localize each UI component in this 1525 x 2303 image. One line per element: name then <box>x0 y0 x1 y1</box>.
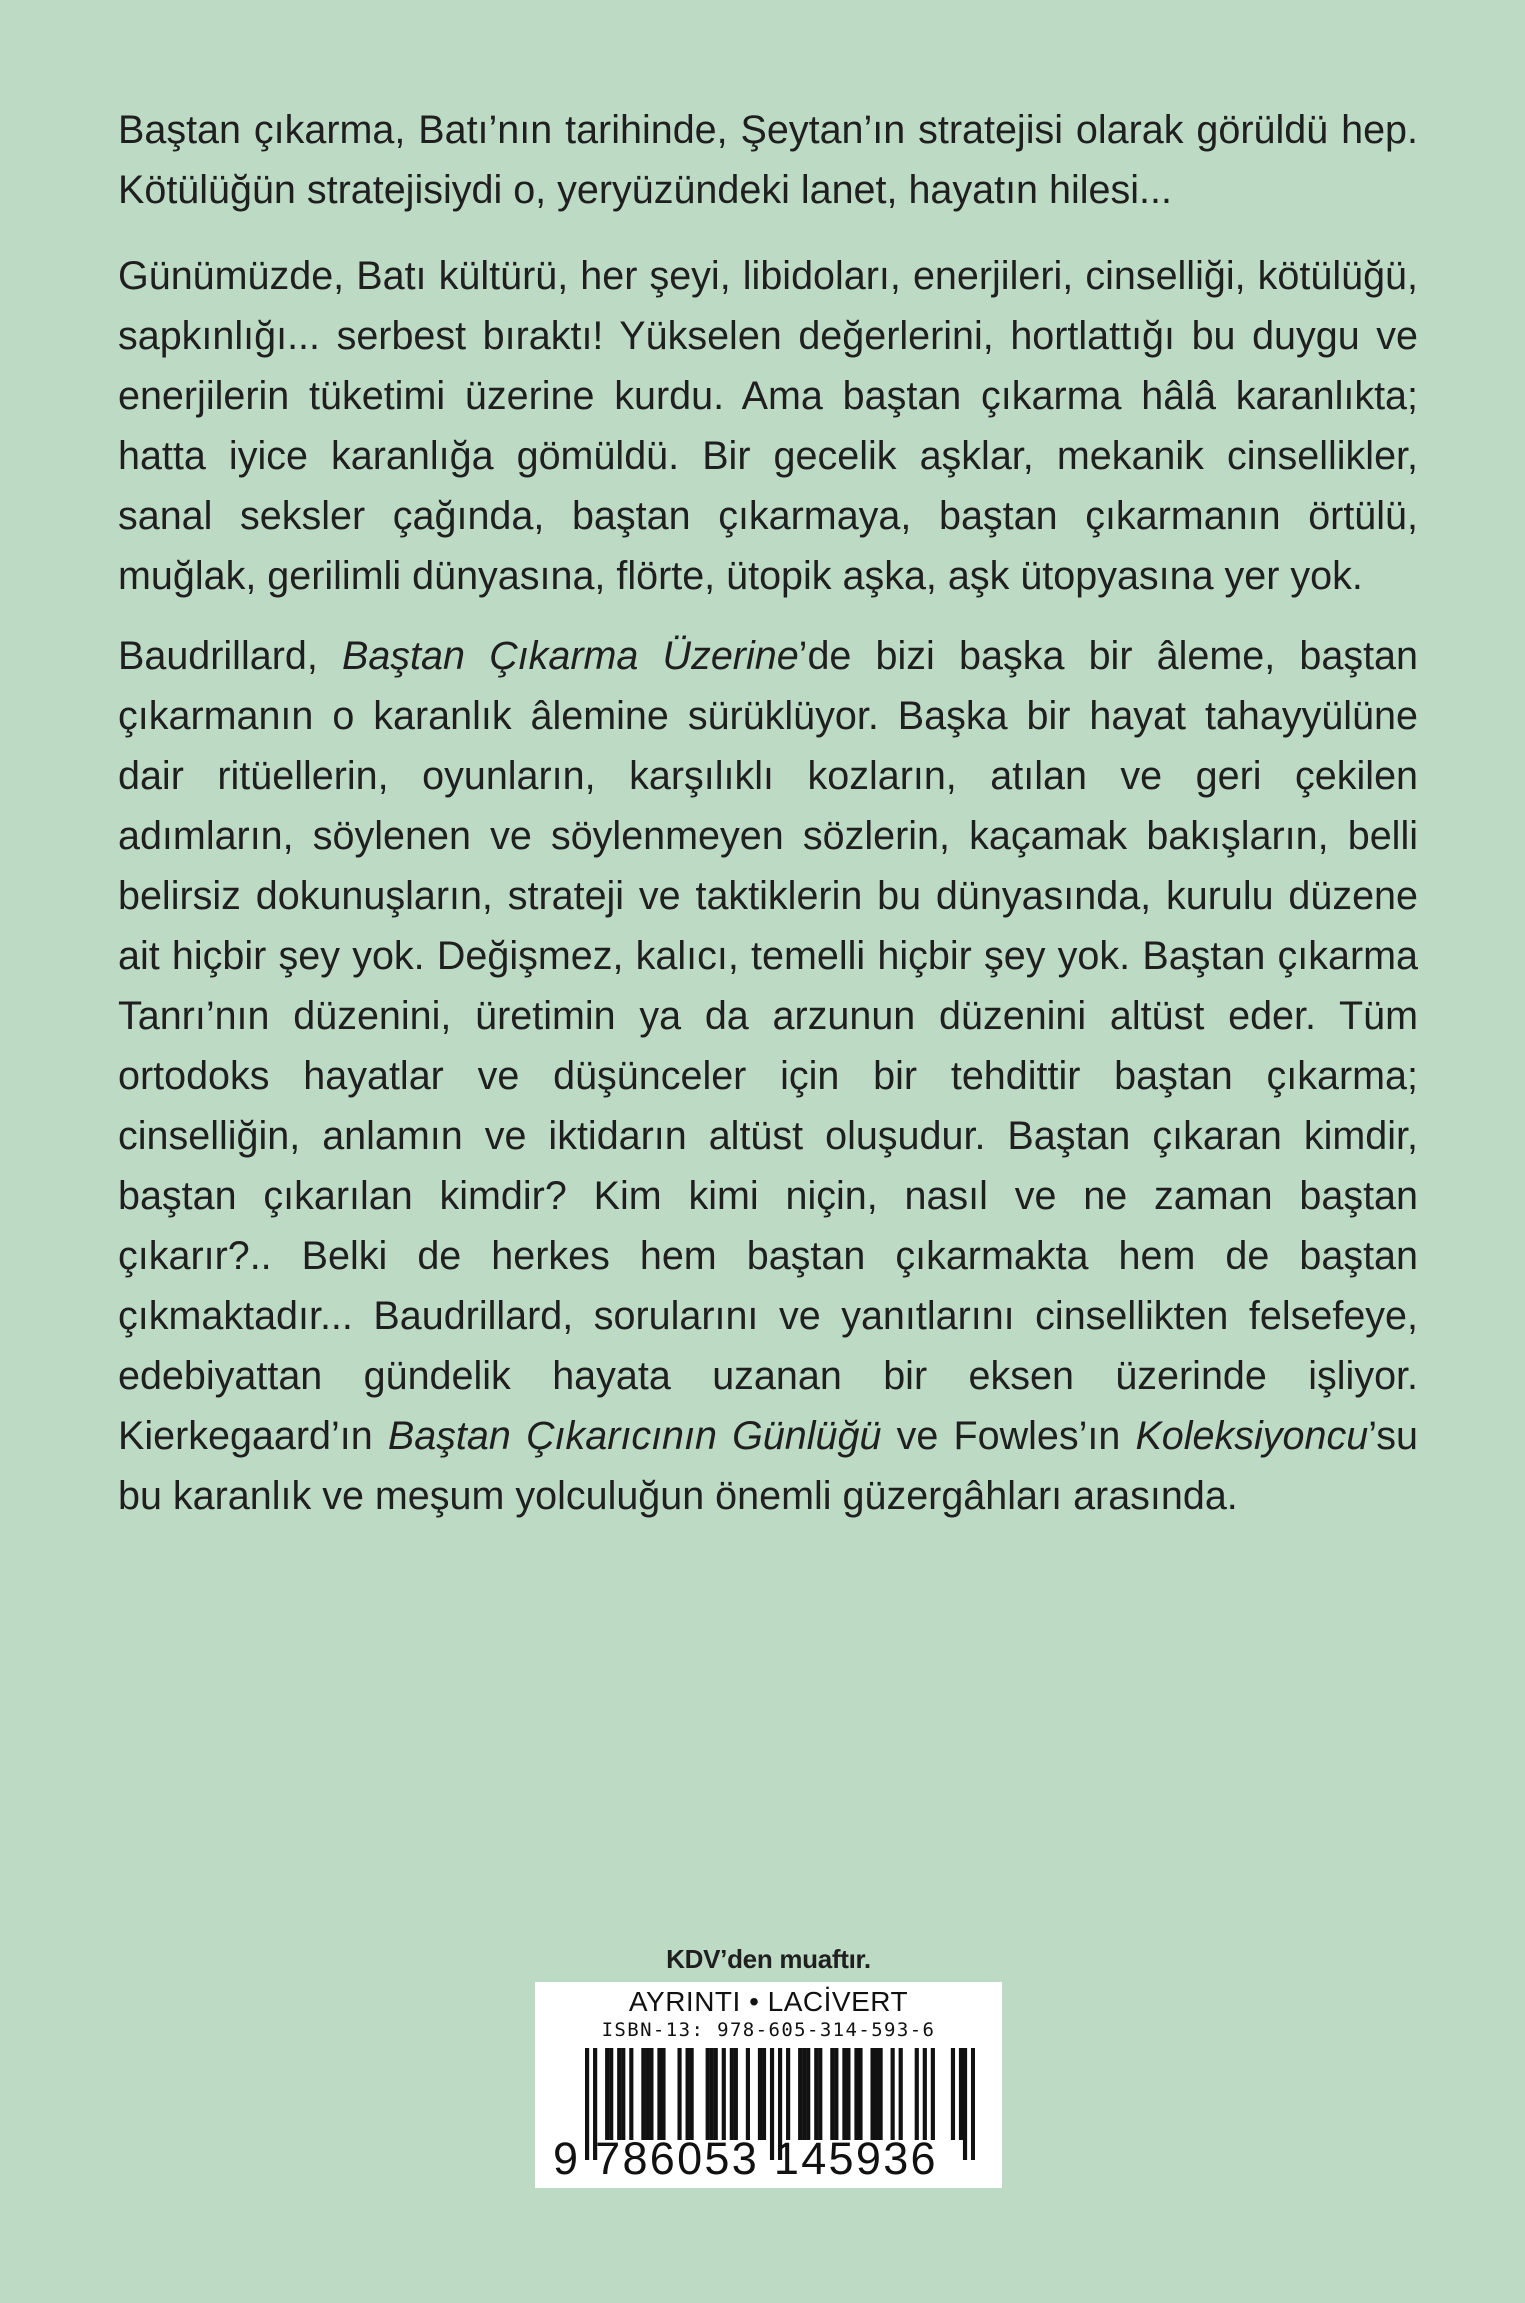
isbn-barcode-label <box>535 1982 1002 2188</box>
book-title-koleksiyoncu: Koleksiyoncu <box>1135 1414 1369 1458</box>
book-title-bastan-cikarma-uzerine: Baştan Çıkarma Üzerine <box>341 634 799 678</box>
barcode-digits: 9 786053 145936 <box>553 2133 938 2184</box>
vat-exempt-note: KDV’den muaftır. <box>666 1944 871 1974</box>
blurb-text: ’de bizi başka bir âleme, baştan çıkarmanın o karanlık âlemine sürüklüyor. Başka bir hayat tahayyülüne dair ritüellerin, oyunların, karşılıklı kozların, atılan ve geri çekilen adımların, söylenen ve söylenmeyen sözlerin, kaçamak bakışların, belli belirsiz dokunuşların, strateji ve taktiklerin bu dünyasında, kurulu düzene ait hiçbir şey yok. Değişmez, kalıcı, temelli hiçbir şey yok. Baştan çıkarma Tanrı’nın düzenini, üretimin ya da arzunun düzenini altüst eder. Tüm ortodoks hayatlar ve düşünceler için bir tehdittir baştan çıkarma; cinselliğin, anlamın ve iktidarın altüst oluşudur. Baştan çıkaran kimdir, baştan çıkarılan kimdir? Kim kimi niçin, nasıl ve ne zaman baştan çıkarır?.. Belki de herkes hem baştan çıkarmakta hem de baştan çıkmaktadır... Baudrillard, sorularını ve yanıtlarını cinsellikten felsefeye, edebiyattan gündelik hayata uzanan bir eksen üzerinde işliyor. Kierkegaard’ın <box>118 634 1418 1458</box>
blurb-text: ve Fowles’ın <box>881 1414 1136 1458</box>
publisher-series: AYRINTI • LACİVERT <box>628 1986 909 2017</box>
isbn-number: ISBN-13: 978-605-314-593-6 <box>601 2019 936 2041</box>
back-cover-blurb <box>118 100 1418 1552</box>
blurb-text: ’su bu karanlık ve meşum yolculuğun önemli güzergâhları arasında. <box>118 1414 1418 1518</box>
book-title-bastan-cikaricinin-gunlugu: Baştan Çıkarıcının Günlüğü <box>387 1414 882 1458</box>
blurb-paragraph-2: Günümüzde, Batı kültürü, her şeyi, libidoları, enerjileri, cinselliği, kötülüğü, sapkınlığı... serbest bıraktı! Yükselen değerlerini, hortlattığı bu duygu ve enerjilerin tüketimi üzerine kurdu. Ama baştan çıkarma hâlâ karanlıkta; hatta iyice karanlığa gömüldü. Bir gecelik aşklar, mekanik cinsellikler, sanal seksler çağında, baştan çıkarmaya, baştan çıkarmanın örtülü, muğlak, gerilimli dünyasına, flörte, ütopik aşka, aşk ütopyasına yer yok. <box>118 254 1418 598</box>
blurb-text: Baudrillard, <box>118 634 342 678</box>
blurb-paragraph-3 <box>118 626 1418 1526</box>
blurb-paragraph-1: Baştan çıkarma, Batı’nın tarihinde, Şeytan’ın stratejisi olarak görüldü hep. Kötülüğün stratejisiydi o, yeryüzündeki lanet, hayatın hilesi... <box>118 108 1418 212</box>
